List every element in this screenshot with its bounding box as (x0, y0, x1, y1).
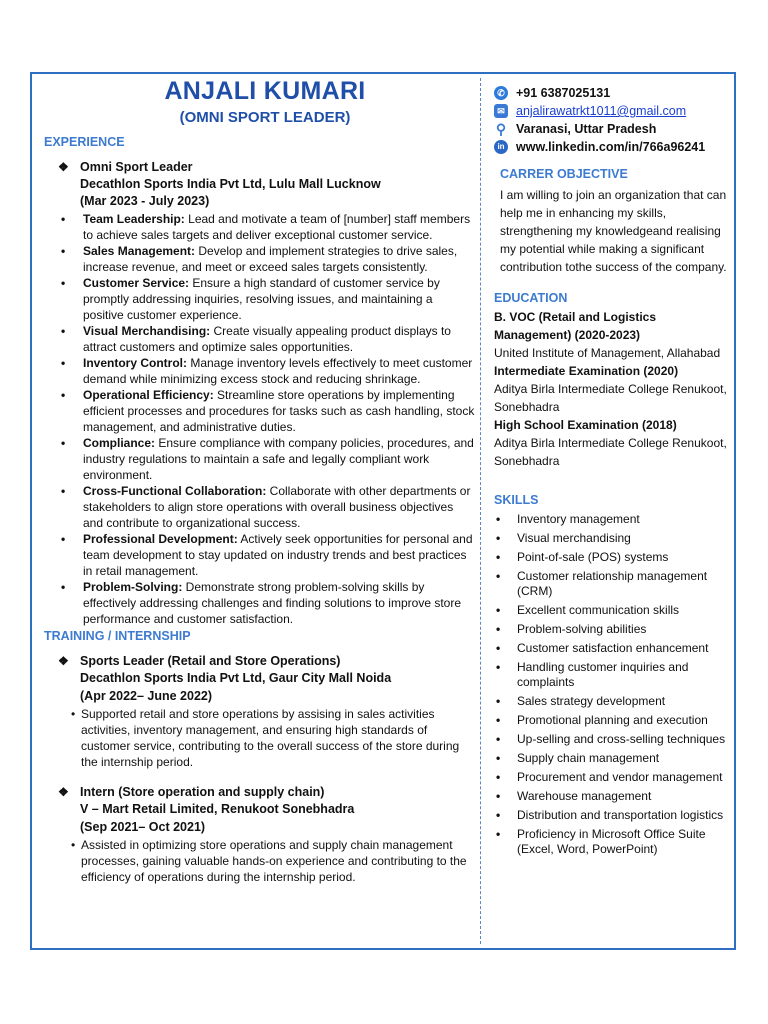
column-divider (480, 78, 481, 944)
skills-heading: SKILLS (494, 493, 539, 507)
left-column (44, 76, 476, 885)
bullet-title: Sales Management: (83, 244, 196, 258)
skill-item: • Point-of-sale (POS) systems (494, 550, 730, 565)
bullet-icon: • (61, 356, 66, 370)
bullet-title: Team Leadership: (83, 212, 185, 226)
email-link[interactable]: anjalirawatrkt1011@gmail.com (516, 104, 687, 118)
experience-bullet (44, 211, 476, 243)
training-role: Intern (Store operation and supply chain) (80, 785, 325, 799)
bullet-icon: • (61, 388, 66, 402)
bullet-icon: • (61, 212, 66, 226)
experience-bullet (44, 483, 476, 531)
education-degree: B. VOC (Retail and Logistics Management) (2020-2023) (494, 310, 657, 342)
contact-location (494, 120, 730, 138)
bullet-title: Professional Development: (83, 532, 238, 546)
experience-role (44, 159, 476, 210)
training-description (44, 706, 476, 770)
location-pin-icon: ⚲ (495, 121, 507, 137)
skills-list (494, 512, 730, 857)
skill-item: • Excellent communication skills (494, 603, 730, 618)
bullet-title: Visual Merchandising: (83, 324, 211, 338)
skill-item: • Distribution and transportation logistics (494, 808, 730, 823)
contact-email (494, 102, 730, 120)
skill-item: • Proficiency in Microsoft Office Suite (Excel, Word, PowerPoint) (494, 827, 730, 857)
phone-text: +91 6387025131 (516, 86, 611, 100)
contact-phone (494, 84, 730, 102)
linkedin-text[interactable]: www.linkedin.com/in/766a96241 (516, 140, 706, 154)
experience-bullet (44, 243, 476, 275)
experience-role-title: Omni Sport Leader (80, 160, 193, 174)
contact-linkedin (494, 138, 730, 156)
skill-item: • Customer relationship management (CRM) (494, 569, 730, 599)
experience-bullet (44, 275, 476, 323)
education-highschool: High School Examination (2018) (494, 418, 677, 432)
experience-bullet (44, 531, 476, 579)
skill-item: • Warehouse management (494, 789, 730, 804)
bullet-text: Streamline store operations by implementing efficient processes and procedures for tasks such as cash handling, stock management, and administrative duties. (83, 388, 475, 434)
right-column (494, 84, 730, 861)
objective-text: I am willing to join an organization that can help me in enhancing my skills, strengthening my knowledgeand realising my potential while making a significant contribution tothe success of the company. (500, 188, 727, 274)
bullet-title: Operational Efficiency: (83, 388, 214, 402)
bullet-text: Manage inventory levels effectively to meet customer demand while minimizing excess stock and reducing shrinkage. (83, 356, 473, 386)
bullet-text: Demonstrate strong problem-solving skills by effectively addressing challenges and finding solutions to improve store performance and customer satisfaction. (83, 580, 461, 626)
bullet-text: Actively seek opportunities for personal and team development to stay updated on industry trends and best practices in retail management. (83, 532, 473, 578)
experience-bullet (44, 323, 476, 355)
experience-bullets (44, 211, 476, 627)
training-heading: TRAINING / INTERNSHIP (44, 629, 191, 643)
bullet-icon: • (61, 276, 66, 290)
training-company: V – Mart Retail Limited, Renukoot Sonebhadra (80, 802, 355, 816)
bullet-text: Create visually appealing product displays to attract customers and optimize sales opportunities. (83, 324, 451, 354)
diamond-bullet-icon: ❖ (58, 160, 69, 174)
experience-bullet (44, 355, 476, 387)
bullet-icon: • (71, 838, 76, 852)
bullet-icon: • (61, 244, 66, 258)
bullet-icon: • (61, 580, 66, 594)
skill-item: • Inventory management (494, 512, 730, 527)
education-heading: EDUCATION (494, 291, 568, 305)
training-dates: (Sep 2021– Oct 2021) (80, 820, 206, 834)
training-company: Decathlon Sports India Pvt Ltd, Gaur City Mall Noida (80, 671, 392, 685)
linkedin-icon: in (494, 140, 508, 154)
skill-item: • Problem-solving abilities (494, 622, 730, 637)
bullet-title: Cross-Functional Collaboration: (83, 484, 267, 498)
bullet-text: Ensure compliance with company policies, procedures, and industry regulations to maintain a safe and legally compliant work environment. (83, 436, 474, 482)
email-icon: ✉ (494, 104, 508, 118)
education-intermediate-school: Aditya Birla Intermediate College Renukoot, Sonebhadra (494, 382, 727, 414)
skill-item: • Customer satisfaction enhancement (494, 641, 730, 656)
education-intermediate: Intermediate Examination (2020) (494, 364, 679, 378)
bullet-icon: • (61, 484, 66, 498)
training-description (44, 837, 476, 885)
phone-icon: ✆ (494, 86, 508, 100)
skill-item: • Up-selling and cross-selling techniques (494, 732, 730, 747)
bullet-title: Problem-Solving: (83, 580, 183, 594)
bullet-text: Lead and motivate a team of [number] staff members to achieve sales targets and deliver exceptional customer service. (83, 212, 471, 242)
training-description-text: Assisted in optimizing store operations and supply chain management processes, gaining valuable hands-on experience and contributing to the efficiency of operations during the internship period. (81, 838, 467, 884)
diamond-bullet-icon: ❖ (58, 785, 69, 799)
candidate-title: (OMNI SPORT LEADER) (179, 109, 351, 126)
bullet-title: Inventory Control: (83, 356, 187, 370)
experience-bullet (44, 435, 476, 483)
objective-heading: CARRER OBJECTIVE (500, 167, 628, 181)
bullet-icon: • (61, 436, 66, 450)
training-item (44, 653, 476, 705)
bullet-title: Compliance: (83, 436, 156, 450)
training-description-text: Supported retail and store operations by assising in sales activities activities, inventory management, and ensuring high standards of customer service, contributing to the overall success of the store during the internship period. (81, 707, 460, 769)
skill-item: • Sales strategy development (494, 694, 730, 709)
candidate-name: ANJALI KUMARI (164, 77, 366, 105)
bullet-icon: • (71, 707, 76, 721)
skill-item: • Promotional planning and execution (494, 713, 730, 728)
skill-item: • Handling customer inquiries and complaints (494, 660, 730, 690)
training-item (44, 784, 476, 836)
experience-company: Decathlon Sports India Pvt Ltd, Lulu Mall Lucknow (80, 177, 381, 191)
skill-item: • Visual merchandising (494, 531, 730, 546)
diamond-bullet-icon: ❖ (58, 654, 69, 668)
training-dates: (Apr 2022– June 2022) (80, 689, 213, 703)
skill-item: • Supply chain management (494, 751, 730, 766)
bullet-text: Develop and implement strategies to drive sales, increase revenue, and meet or exceed sales targets consistently. (83, 244, 458, 274)
bullet-icon: • (61, 532, 66, 546)
experience-heading: EXPERIENCE (44, 135, 125, 149)
education-degree-school: United Institute of Management, Allahabad (494, 346, 721, 360)
bullet-icon: • (61, 324, 66, 338)
bullet-text: Collaborate with other departments or stakeholders to align store operations with overall business objectives and contribute to organizational success. (83, 484, 471, 530)
education-highschool-school: Aditya Birla Intermediate College Renukoot, Sonebhadra (494, 436, 727, 468)
bullet-title: Customer Service: (83, 276, 190, 290)
experience-bullet (44, 579, 476, 627)
experience-dates: (Mar 2023 - July 2023) (80, 194, 210, 208)
skill-item: • Procurement and vendor management (494, 770, 730, 785)
location-text: Varanasi, Uttar Pradesh (516, 122, 657, 136)
experience-bullet (44, 387, 476, 435)
bullet-text: Ensure a high standard of customer service by promptly addressing inquiries, resolving issues, and maintaining a positive customer experience. (83, 276, 440, 322)
training-role: Sports Leader (Retail and Store Operations) (80, 654, 341, 668)
